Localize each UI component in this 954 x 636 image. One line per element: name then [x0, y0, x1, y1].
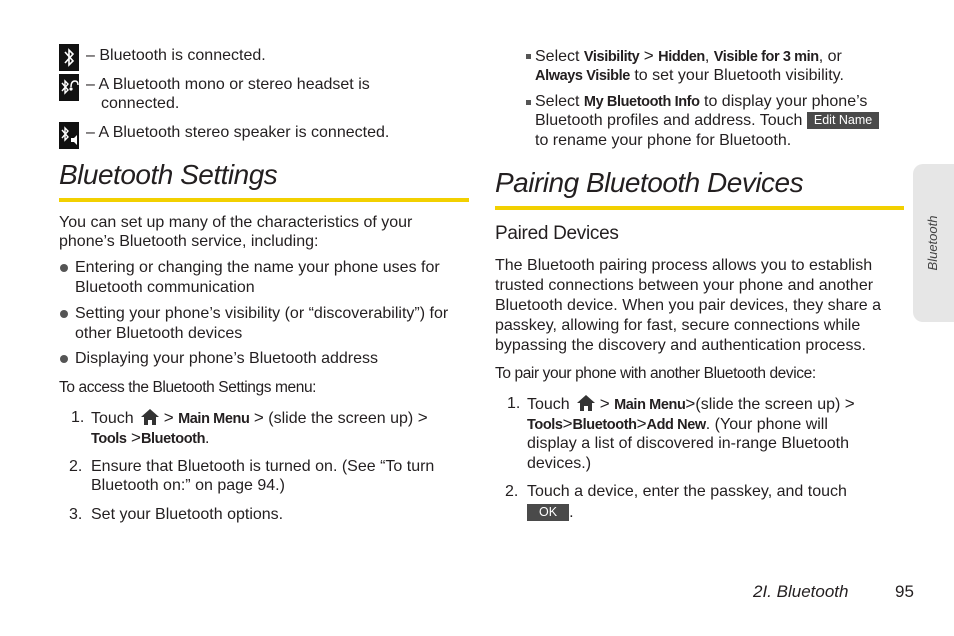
bluetooth-headset-text: – A Bluetooth mono or stereo headset is	[86, 76, 370, 93]
settings-step-3: Set your Bluetooth options.	[91, 506, 284, 523]
option-text: to display your phone’s	[704, 93, 868, 110]
settings-bullet-1b: Bluetooth communication	[75, 279, 255, 296]
bluetooth-headset-text-2: connected.	[101, 95, 180, 112]
bluetooth-label: Bluetooth	[140, 431, 206, 447]
bluetooth-speaker-text: – A Bluetooth stereo speaker is connected.	[86, 124, 390, 141]
step-text: (slide the screen up)	[268, 410, 414, 427]
chevron-right-icon: >	[844, 394, 855, 413]
option-visibility	[535, 46, 842, 67]
pairing-step-1c: display a list of discovered in-range Bluetooth	[527, 435, 849, 452]
pairing-step-2b	[527, 503, 574, 523]
heading-rule	[59, 198, 469, 202]
access-instructions: To access the Bluetooth Settings menu:	[59, 379, 317, 396]
chevron-right-icon: >	[131, 428, 141, 447]
step-text: .	[205, 430, 210, 447]
pairing-step-1	[527, 394, 855, 415]
option-info-2	[535, 111, 879, 131]
step-text: Touch	[527, 396, 570, 413]
visible-3min-label: Visible for 3 min	[713, 49, 819, 65]
option-text: Select	[535, 48, 580, 65]
visibility-label: Visibility	[583, 49, 640, 65]
pair-instructions: To pair your phone with another Bluetooth device:	[495, 365, 816, 382]
option-text: Bluetooth profiles and address. Touch	[535, 112, 803, 129]
heading-rule	[495, 206, 904, 210]
option-info	[535, 92, 867, 112]
settings-intro-1: You can set up many of the characteristics of your	[59, 214, 413, 231]
chevron-right-icon: >	[599, 394, 610, 413]
settings-step-1	[91, 408, 428, 429]
chevron-right-icon: >	[562, 414, 573, 433]
bullet-square	[526, 100, 531, 105]
bullet-dot	[60, 355, 68, 363]
settings-bullet-1: Entering or changing the name your phone uses for	[75, 259, 440, 276]
pairing-step-1b	[527, 414, 828, 435]
option-text: ,	[704, 48, 710, 65]
pairing-step-2: Touch a device, enter the passkey, and touch	[527, 483, 847, 500]
add-new-label: Add New	[646, 417, 706, 433]
tools-label: Tools	[527, 417, 563, 433]
option-info-3: to rename your phone for Bluetooth.	[535, 132, 792, 149]
settings-step-2: Ensure that Bluetooth is turned on. (See “To turn	[91, 458, 435, 475]
pairing-para-1: The Bluetooth pairing process allows you to establish	[495, 257, 873, 274]
footer-section: 2I. Bluetooth	[753, 582, 849, 601]
step-text: .	[569, 504, 574, 521]
bluetooth-headset-icon	[59, 74, 79, 101]
settings-step-2b: Bluetooth on:” on page 94.)	[91, 477, 285, 494]
hidden-label: Hidden	[658, 49, 705, 65]
home-icon	[140, 408, 160, 426]
pairing-step-1d: devices.)	[527, 455, 592, 472]
chevron-right-icon: >	[636, 414, 647, 433]
step-number: 3.	[69, 506, 83, 523]
pairing-para-2: trusted connections between your phone and another	[495, 277, 874, 294]
bullet-dot	[60, 264, 68, 272]
step-text: . (Your phone will	[705, 416, 828, 433]
step-text: Touch	[91, 410, 134, 427]
settings-bullet-3: Displaying your phone’s Bluetooth address	[75, 350, 379, 367]
side-tab-label: Bluetooth	[925, 215, 940, 271]
option-visibility-2	[535, 66, 844, 86]
my-bluetooth-info-label: My Bluetooth Info	[583, 94, 700, 110]
home-icon	[576, 394, 596, 412]
tools-label: Tools	[91, 431, 127, 447]
bluetooth-settings-heading: Bluetooth Settings	[59, 159, 278, 190]
step-number: 1.	[507, 395, 521, 412]
step-number: 2.	[69, 458, 83, 475]
page-number: 95	[895, 582, 914, 601]
settings-step-1b	[91, 428, 210, 449]
bluetooth-label: Bluetooth	[572, 417, 637, 433]
pairing-para-4: passkey, allowing for fast, secure connections while	[495, 317, 861, 334]
chevron-right-icon: >	[685, 394, 696, 413]
step-text: (slide the screen up)	[695, 396, 841, 413]
chevron-right-icon: >	[163, 408, 174, 427]
chevron-right-icon: >	[253, 408, 264, 427]
settings-bullet-2b: other Bluetooth devices	[75, 325, 243, 342]
main-menu-label: Main Menu	[178, 411, 250, 427]
pairing-para-5: bypassing the discovery and authentication process.	[495, 337, 866, 354]
pairing-para-3: Bluetooth device. When you pair devices, they share a	[495, 297, 881, 314]
pairing-heading: Pairing Bluetooth Devices	[495, 167, 804, 198]
main-menu-label: Main Menu	[614, 397, 686, 413]
option-text: , or	[818, 48, 842, 65]
bluetooth-connected-text: – Bluetooth is connected.	[86, 47, 266, 64]
settings-bullet-2: Setting your phone’s visibility (or “discoverability”) for	[75, 305, 449, 322]
bluetooth-connected-icon	[59, 44, 79, 71]
ok-button[interactable]: OK	[527, 504, 569, 521]
option-text: to set your Bluetooth visibility.	[634, 67, 844, 84]
paired-devices-heading: Paired Devices	[495, 223, 619, 244]
always-visible-label: Always Visible	[535, 68, 630, 84]
chevron-right-icon: >	[417, 408, 428, 427]
chevron-right-icon: >	[643, 46, 654, 65]
bullet-square	[526, 54, 531, 59]
settings-intro-2: phone’s Bluetooth service, including:	[59, 233, 319, 250]
section-side-tab	[913, 164, 954, 322]
option-text: Select	[535, 93, 580, 110]
step-number: 2.	[505, 483, 519, 500]
step-number: 1.	[71, 409, 85, 426]
edit-name-button[interactable]: Edit Name	[807, 112, 879, 129]
bluetooth-speaker-icon	[59, 122, 79, 149]
bullet-dot	[60, 310, 68, 318]
